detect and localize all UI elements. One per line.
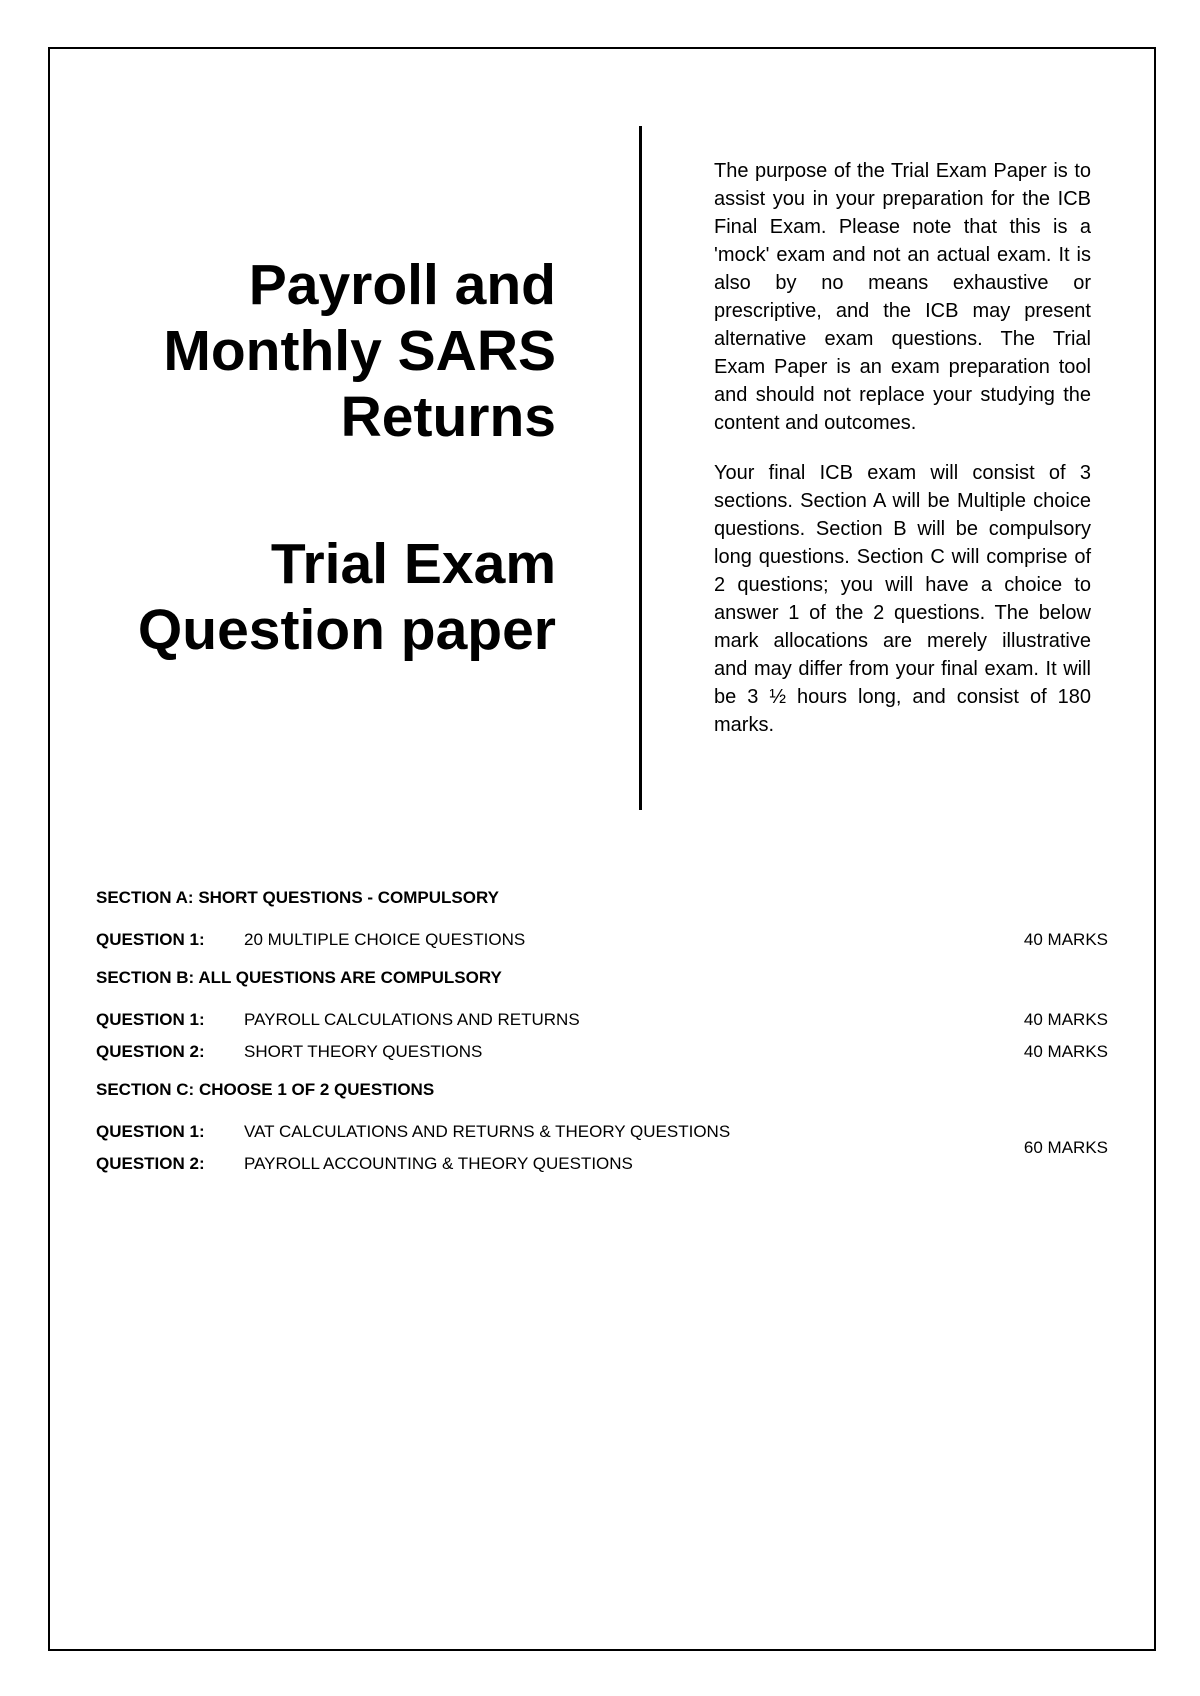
question-marks: 40 MARKS [1023,930,1108,949]
question-label: QUESTION 1: [96,930,205,949]
document-subtitle [80,531,556,663]
section-c-marks: 60 MARKS [1023,1138,1108,1157]
question-description: VAT CALCULATIONS AND RETURNS & THEORY QUESTIONS [244,1122,731,1141]
question-label: QUESTION 1: [96,1010,205,1029]
subtitle-line: Trial Exam [270,532,556,596]
question-marks: 40 MARKS [1023,1042,1108,1061]
intro-paragraph: Your final ICB exam will consist of 3 sections. Section A will be Multiple choice questions. Section B will be compulsory long questions. Section C will comprise of 2 questions; you will have a choice to answer 1 of the 2 questions. The below mark allocations are merely illustrative and may differ from your final exam. It will be 3 ½ hours long, and consist of 180 marks. [714,462,1091,736]
intro-text [714,157,1091,761]
section-c-heading: SECTION C: CHOOSE 1 OF 2 QUESTIONS [96,1080,435,1099]
question-description: PAYROLL CALCULATIONS AND RETURNS [244,1010,580,1029]
question-marks: 40 MARKS [1023,1010,1108,1029]
question-description: PAYROLL ACCOUNTING & THEORY QUESTIONS [244,1154,633,1173]
question-label: QUESTION 1: [96,1122,205,1141]
title-line: Monthly SARS [163,319,556,383]
subtitle-line: Question paper [137,598,556,662]
question-label: QUESTION 2: [96,1154,205,1173]
section-a-heading: SECTION A: SHORT QUESTIONS - COMPULSORY [96,888,499,907]
vertical-divider [639,126,642,810]
question-description: 20 MULTIPLE CHOICE QUESTIONS [244,930,526,949]
question-description: SHORT THEORY QUESTIONS [244,1042,483,1061]
section-b-heading: SECTION B: ALL QUESTIONS ARE COMPULSORY [96,968,502,987]
intro-paragraph: The purpose of the Trial Exam Paper is to assist you in your preparation for the ICB Final Exam. Please note that this is a 'mock' exam and not an actual exam. It is also by no means exhaustive or prescriptive, and the ICB may present alternative exam questions. The Trial Exam Paper is an exam preparation tool and should not replace your studying the content and outcomes. [714,160,1091,434]
title-line: Payroll and [248,253,556,317]
title-line: Returns [340,385,556,449]
question-label: QUESTION 2: [96,1042,205,1061]
document-title [80,252,556,450]
